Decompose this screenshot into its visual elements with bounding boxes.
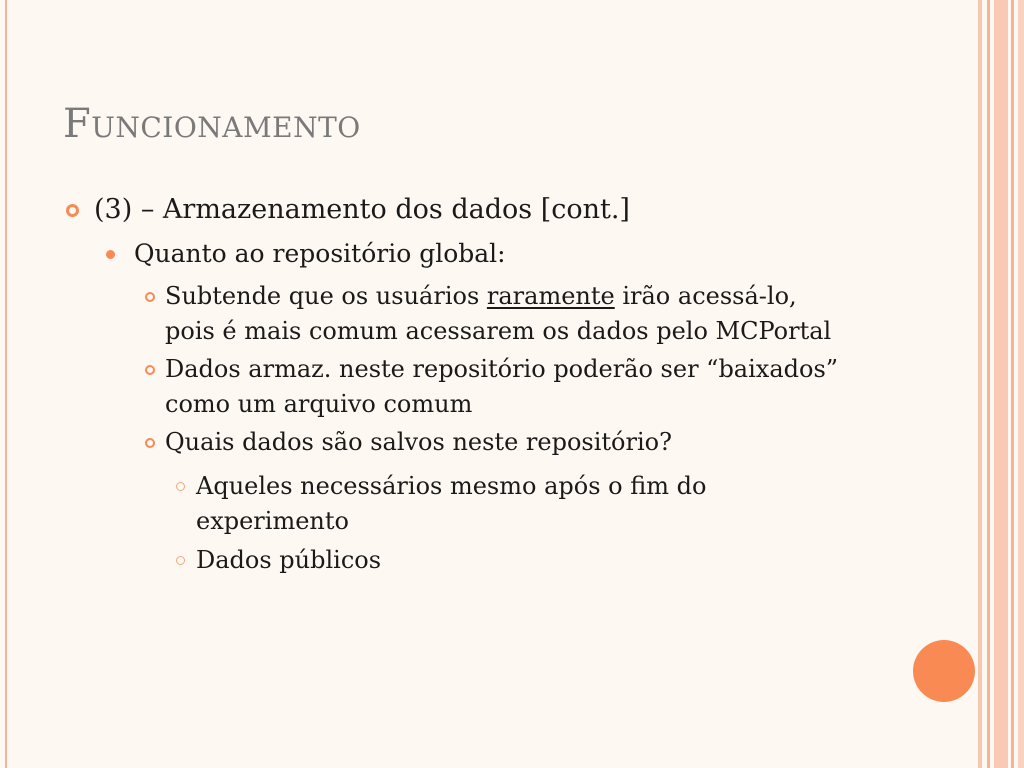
ring-bullet-icon bbox=[145, 292, 155, 302]
ring-bullet-icon bbox=[66, 204, 79, 217]
dot-bullet-icon bbox=[106, 250, 115, 259]
ring-bullet-icon bbox=[145, 365, 155, 375]
item-text-before: Subtende que os usuários bbox=[165, 282, 487, 310]
item-text-line2: experimento bbox=[196, 507, 349, 535]
ring-bullet-icon bbox=[176, 556, 185, 565]
decorative-circle bbox=[913, 640, 975, 702]
emphasis-text: raramente bbox=[486, 282, 615, 310]
ring-bullet-icon bbox=[176, 482, 185, 491]
ring-bullet-icon bbox=[145, 438, 155, 448]
item-text-line2: como um arquivo comum bbox=[165, 390, 473, 418]
right-decorative-stripes bbox=[978, 0, 1024, 768]
item-text-after: irão acessá-lo, bbox=[614, 282, 797, 310]
item-text: Quanto ao repositório global: bbox=[134, 239, 506, 268]
item-text: Quais dados são salvos neste repositório? bbox=[165, 428, 672, 456]
slide-title: Funcionamento bbox=[63, 101, 361, 147]
item-text: (3) – Armazenamento dos dados [cont.] bbox=[94, 194, 630, 225]
item-text: Dados armaz. neste repositório poderão ser “baixados” bbox=[165, 355, 839, 383]
item-text: Aqueles necessários mesmo após o fim do bbox=[196, 472, 707, 500]
left-border-line bbox=[5, 0, 7, 768]
item-text: Dados públicos bbox=[196, 546, 382, 574]
item-text-line2: pois é mais comum acessarem os dados pelo MCPortal bbox=[165, 317, 832, 345]
